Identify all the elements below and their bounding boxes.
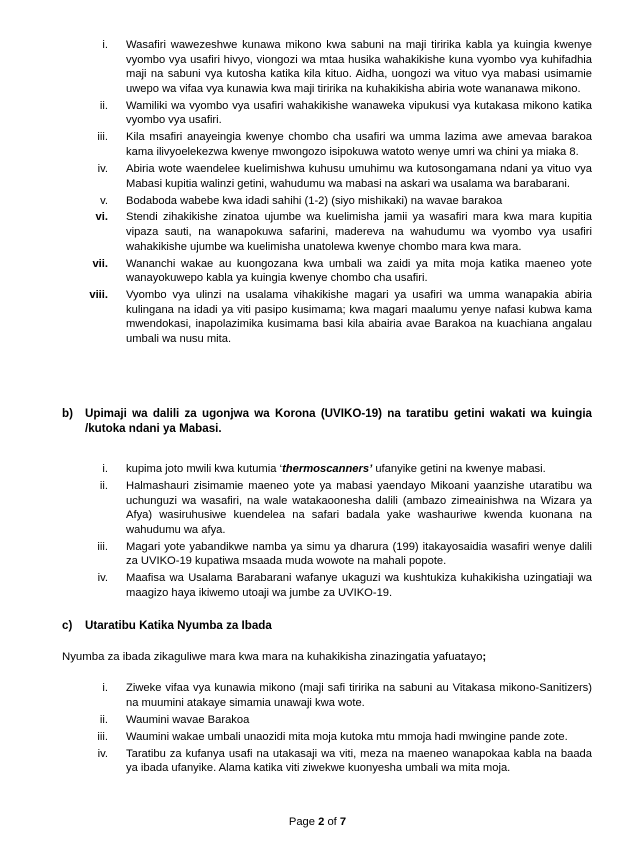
item-number: iii.: [97, 540, 108, 553]
list-item: [62, 210, 592, 254]
section-c-intro: [62, 650, 592, 665]
item-text-before: kupima joto mwili kwa kutumia ‘: [126, 463, 283, 475]
item-number: iv.: [97, 572, 108, 585]
item-text: Kila msafiri anayeingia kwenye chombo cha usafiri wa umma lazima awe amevaa barakoa kama ilivyoelekezwa kwenye mwongozo isipokuwa watoto wenye umri wa chini ya miaka 8.: [126, 131, 592, 158]
item-text: Ziweke vifaa vya kunawia mikono (maji safi tiririka na sabuni au Vitakasa mikono-Sanitizers) na muumini atakaye simamia unawaji kwa wote.: [126, 682, 592, 709]
item-number: ii.: [99, 479, 108, 492]
intro-text: Nyumba za ibada zikaguliwe mara kwa mara na kuhakikisha zinazingatia yafuatayo: [62, 651, 483, 663]
item-number: v.: [100, 194, 108, 207]
current-page: 2: [318, 816, 325, 828]
list-item: [62, 681, 592, 710]
item-text: Wasafiri wawezeshwe kunawa mikono kwa sabuni na maji tiririka kabla ya kuingia kwenye vyombo vya usafiri hivyo, viongozi wa mtaa husika wahakikishe kuna vyombo vya kuhifadhia maji na sabuni vya kutosha katika kila kituo. Aidha, uongozi wa vituo vya mabasi usimamie uwepo wa vifaa vya kunawia kwa maji tiririka na kuhakikisha abiria wote wananawa mikono.: [126, 39, 592, 95]
list-item: [62, 462, 592, 477]
item-text: Taratibu za kufanya usafi na utakasaji wa viti, meza na maeneo wanapokaa kabla na baada ya ibada ufanyike. Alama katika viti ziwekwe kuonyesha umbali wa mita moja.: [126, 747, 592, 775]
item-text: Stendi zihakikishe zinatoa ujumbe wa kuelimisha jamii ya wasafiri mara kwa mara kupitia vipaza sauti, na wanapokuwa safarini, madereva na wahudumu wa vyombo vya usafiri wahakikishe ujumbe wa kuelimisha unatolewa kwenye chombo mara kwa mara.: [126, 211, 592, 253]
item-text: Halmashauri zisimamie maeneo yote ya mabasi yaendayo Mikoani yaanzishe utaratibu wa uchunguzi wa wasafiri, na wale watakaoonesha dalili (ambazo zimeainishwa na Wizara ya Afya) wasiruhusiwe kuendelea na safari badala yake washauriwe kwenda kuonana na wahudumu wa afya.: [126, 479, 592, 536]
list-item: [62, 730, 592, 745]
item-number: iii.: [97, 730, 108, 743]
item-text-after: ufanyike getini na kwenye mabasi.: [372, 463, 546, 475]
list-item: [62, 257, 592, 286]
item-text: Wananchi wakae au kuongozana kwa umbali wa zaidi ya mita moja katika maeneo yote wanayokuwepo kabla ya kuingia kwenye chombo cha usafiri.: [126, 257, 592, 285]
list-item: [62, 540, 592, 569]
item-number: i.: [102, 39, 108, 51]
item-number: viii.: [89, 289, 108, 302]
intro-end: ;: [482, 651, 487, 663]
section-label: b): [62, 407, 73, 420]
item-number: iii.: [97, 131, 108, 144]
item-number: vi.: [95, 211, 108, 224]
item-number: vii.: [92, 257, 108, 270]
section-c-list: [62, 681, 592, 778]
list-item: [62, 713, 592, 728]
section-label: c): [62, 619, 73, 632]
section-title: Utaratibu Katika Nyumba za Ibada: [85, 619, 272, 632]
list-item: [62, 130, 592, 159]
section-c-heading: [62, 618, 592, 633]
section-a-list: [62, 38, 592, 349]
item-number: iv.: [97, 162, 108, 175]
item-text-emphasis: thermoscanners’: [282, 463, 373, 475]
item-text: Bodaboda wabebe kwa idadi sahihi (1-2) (siyo mishikaki) na wavae barakoa: [126, 194, 503, 207]
item-number: i.: [102, 682, 108, 694]
item-text: Waumini wakae umbali unaozidi mita moja kutoka mtu mmoja hadi mwingine pande zote.: [126, 730, 568, 743]
list-item: [62, 747, 592, 776]
list-item: [62, 194, 592, 209]
list-item: [62, 38, 592, 96]
list-item: [62, 99, 592, 128]
list-item: [62, 479, 592, 537]
item-text: Magari yote yabandikwe namba ya simu ya dharura (199) itakayosaidia wasafiri wenye dalili za UVIKO-19 kupatiwa msaada muda wowote na mahali popote.: [126, 540, 592, 568]
item-text: Waumini wavae Barakoa: [126, 713, 250, 726]
item-text: Wamiliki wa vyombo vya usafiri wahakikishe wanaweka vipukusi vya kutakasa mikono katika vyombo vya usafiri.: [126, 99, 592, 127]
item-number: i.: [102, 463, 108, 475]
footer-prefix: Page: [288, 816, 319, 828]
section-b-list: [62, 462, 592, 603]
list-item: [62, 162, 592, 191]
total-pages: 7: [339, 816, 347, 828]
item-number: iv.: [97, 747, 108, 760]
item-number: ii.: [99, 713, 108, 726]
item-number: ii.: [99, 99, 108, 112]
list-item: [62, 288, 592, 346]
page-footer: [0, 816, 635, 828]
list-item: [62, 571, 592, 600]
section-title: Upimaji wa dalili za ugonjwa wa Korona (UVIKO-19) na taratibu getini wakati wa kuingia /kutoka ndani ya Mabasi.: [85, 407, 592, 435]
item-text: Maafisa wa Usalama Barabarani wafanye ukaguzi wa kushtukiza kuhakikisha uzingatiaji wa maagizo haya ikiwemo utoaji wa jumbe za UVIKO-19.: [126, 572, 592, 599]
footer-middle: of: [324, 816, 340, 828]
section-b-heading: [62, 406, 592, 436]
item-text: Abiria wote waendelee kuelimishwa kuhusu umuhimu wa kutosongamana ndani ya vituo vya Mabasi kupitia walinzi getini, wahudumu wa mabasi na askari wa usalama wa barabarani.: [126, 162, 592, 190]
item-text: Vyombo vya ulinzi na usalama vihakikishe magari ya usafiri wa umma wanapakia abiria kulingana na idadi ya viti pasipo kusimama; kwa magari maalumu yenye nafasi kubwa kama mwendokasi, inapolazimika kusimama basi kila abairia avae Barakoa na kuachiana angalau umbali wa nusu mita.: [126, 289, 592, 346]
